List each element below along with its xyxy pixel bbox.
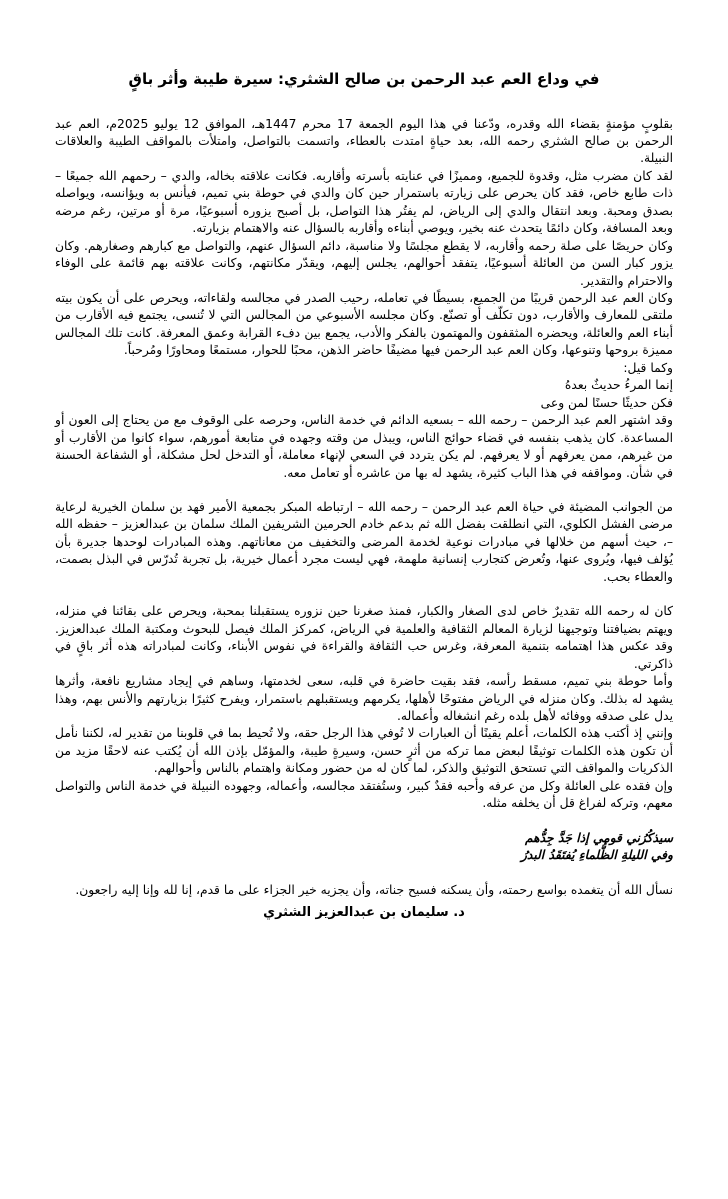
paragraph-role-model: لقد كان مضرب مثل، وقدوة للجميع، ومميزًا في عنايته بأسرته وأقاربه. فكانت علاقته بخاله، والدي – رحمهم الله جميعًا – ذات طابع خاص، فقد كان يحرص على زيارته باستمرار حين كان والدي في حوطة بني تميم، فيأنس به ويؤانسه، ويواصله بصدق ومحبة. وبعد انتقال والدي إلى الرياض، لم يفتُر هذا التواصل، بل أصبح يزوره أسبوعيًا، مرة أو مرتين، رغم مرضه وبعد المسافة، وكان دائمًا يتحدث عنه بخير، ويوصي أبناءه وأقاربه بالسؤال عنه والاهتمام بزيارته. xyxy=(55,168,673,236)
paragraph-words-tribute: وإنني إذ أكتب هذه الكلمات، أعلم يقينًا أن العبارات لا تُوفي هذا الرجل حقه، ولا تُحيط بما في قلوبنا من تقدير له، لكننا نأمل أن تكون هذه الكلمات توثيقًا لبعض مما تركه من أثرٍ حسن، وسيرةٍ طيبة، والمؤمّل بإذن الله أن يُكتب عنه لاحقًا مزيد من الذكريات والمواقف التي تستحق التوثيق والذكر، لما كان له من حضور ومكانة واهتمام بالناس وأحوالهم. xyxy=(55,726,673,776)
paragraph-charity-association: من الجوانب المضيئة في حياة العم عبد الرحمن – رحمه الله – ارتباطه المبكر بجمعية الأمير فهد بن سلمان الخيرية لرعاية مرضى الفشل الكلوي، التي انطلقت بفضل الله ثم بدعم خادم الحرمين الشريفين الملك سلمان بن عبدالعزيز – حفظه الله –، حيث أسهم من خلالها في مبادرات نوعية لخدمة المرضى والتخفيف من معاناتهم. وهذه المبادرات لوحدها جديرة بأن يُؤلف فيها، ويُروى عنها، وتُعرض كتجارب إنسانية ملهمة، فهي ليست مجرد أعمال خيرية، بل تجربة تُدرّس في البذل بصمت، والعطاء بحب. xyxy=(55,500,673,584)
quote-verse-line-2: فكن حديثًا حسنًا لمن وعى xyxy=(540,395,673,410)
closing-verse-line-2: وفي الليلةِ الظُّلماءِ يُفتَقَدُ البدرُ xyxy=(520,848,673,863)
closing-verse-line-1: سيذكُرُني قومي إذا جَدَّ جِدُّهم xyxy=(524,830,673,845)
paragraph-hometown: وأما حوطة بني تميم، مسقط رأسه، فقد بقيت حاضرة في قلبه، سعى لخدمتها، وساهم في إيجاد مشاريع نافعة، وأثرها يشهد له بذلك. وكان منزله في الرياض مفتوحًا لأهلها، يكرمهم ويستقبلهم باستمرار، ويفرح كثيرًا بزيارتهم والأنس بهم، وهذا يدل على صدقه ووفائه لأهل بلده رغم انشغاله وأعماله. xyxy=(55,674,673,723)
closing-verse xyxy=(55,830,673,865)
paragraph-serving-people: وقد اشتهر العم عبد الرحمن – رحمه الله – بسعيه الدائم في خدمة الناس، وحرصه على الوقوف مع من يحتاج إلى العون أو المساعدة. كان يذهب بنفسه في قضاء حوائج الناس، ويبذل من وقته وجهده في متابعة أمورهم، سواء كانوا من الأقارب أو من غيرهم، ممن يعرفهم أو لا يعرفهم. لم يكن يتردد في السعي لإنهاء معاملة، أو التدخل لحل مشكلة، أو الشفاعة الحسنة في شأن. ومواقفه في هذا الباب كثيرة، يشهد له بها من عاشره أو تعامل معه. xyxy=(55,413,673,480)
paragraph-children-appreciation: كان له رحمه الله تقديرٌ خاص لدى الصغار والكبار، فمنذ صغرنا حين نزوره يستقبلنا بمحبة، ويحرص على بقائنا في منزله، ويهتم بضيافتنا وتوجيهنا لزيارة المعالم الثقافية والعلمية في الرياض، كمركز الملك فيصل للبحوث ومكتبة الملك عبدالعزيز. وقد عكس هذا اهتمامه بتنمية المعرفة، وغرس حب الثقافة والقراءة في نفوس الأبناء، وكانت لمبادراته هذه أثر باقٍ في ذاكرتي. xyxy=(55,604,673,671)
quote-intro: وكما قيل: xyxy=(623,360,673,375)
paragraph-weekly-majlis: وكان العم عبد الرحمن قريبًا من الجميع، بسيطًا في تعامله، رحيب الصدر في مجالسه ولقاءاته، ويحرص على أن يكون بيته ملتقى للمعارف والأقارب، دون تكلّف أو تصنّع. وكان مجلسه الأسبوعي من المجالس التي لا تُنسى، يجتمع فيه الأقارب من أبناء العم والعائلة، ويحضره المثقفون والمهتمون بالفكر والأدب، يجمع بين دفء القرابة وعمق المعرفة. كانت تلك المجالس مميزة بروحها وتنوعها، وكان العم عبد الرحمن فيها مضيفًا حاضر الذهن، محبًا للحوار، مستمعًا ومحاورًا ومُرحباً. xyxy=(55,291,673,358)
paragraph-loss: وإن فقده على العائلة وكل من عرفه وأحبه فقدٌ كبير، وستُفتقد مجالسه، وأعماله، وجهوده النبيلة في خدمة الناس والتواصل معهم، وتركه لفراغ قل أن يخلفه مثله. xyxy=(55,778,673,811)
paragraph-opening: بقلوبٍ مؤمنةٍ بقضاء الله وقدره، ودّعنا في هذا اليوم الجمعة 17 محرم 1447هـ، الموافق 12 يوليو 2025م، العم عبد الرحمن بن صالح الشثري رحمه الله، بعد حياةٍ امتدت بالعطاء، واتسمت بالتواصل، وامتلأت بالمواقف الطيبة والعلاقات النبيلة. xyxy=(55,116,673,166)
author-signature: د. سليمان بن عبدالعزيز الشثري xyxy=(263,905,465,921)
quote-verse-line-1: إنما المرءُ حديثٌ بعدهُ xyxy=(564,378,673,393)
closing-prayer: نسأل الله أن يتغمده بواسع رحمته، وأن يسكنه فسيح جناته، وأن يجزيه خير الجزاء على ما قدم، إنا لله وإنا إليه راجعون. xyxy=(75,882,673,897)
paragraph-family-ties: وكان حريصًا على صلة رحمه وأقاربه، لا يقطع مجلسًا ولا مناسبة، دائم السؤال عنهم، والتواصل مع كبارهم وصغارهم. وكان يزور كبار السن من العائلة أسبوعيًا، يتفقد أحوالهم، يجلس إليهم، ويقدّر مكانتهم، وكانت علاقته بهم قائمة على الوفاء والاحترام والتقدير. xyxy=(55,238,673,288)
document-title: في وداع العم عبد الرحمن بن صالح الشثري: سيرة طيبة وأثر باقٍ xyxy=(128,70,600,88)
